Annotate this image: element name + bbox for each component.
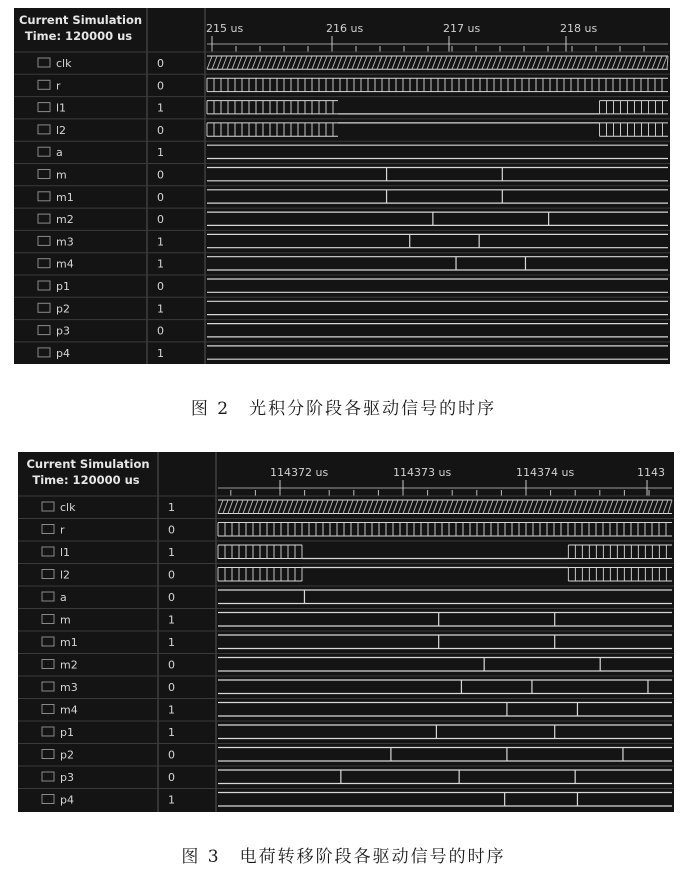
wave-clock-segment	[207, 123, 338, 136]
wave-clock-segment	[600, 101, 668, 114]
signal-value: 1	[157, 146, 164, 160]
signal-name: m	[60, 613, 71, 627]
signal-icon	[38, 170, 50, 179]
signal-value: 0	[168, 658, 175, 672]
signal-value: 1	[157, 302, 164, 316]
signal-name: a	[56, 146, 63, 160]
wave-clock-segment	[207, 78, 668, 91]
signal-name: p4	[60, 793, 74, 807]
signal-name: p1	[56, 280, 70, 293]
signal-icon	[42, 637, 54, 646]
waveform-panel-fig3	[18, 452, 674, 812]
wave-clock-segment	[568, 568, 672, 582]
signal-icon	[38, 348, 50, 357]
signal-value: 1	[157, 235, 164, 249]
signal-icon	[38, 80, 50, 89]
signal-name: m2	[60, 658, 78, 672]
signal-value: 0	[157, 123, 164, 137]
signal-icon	[38, 192, 50, 201]
signal-value: 1	[168, 703, 175, 717]
signal-value: 0	[157, 213, 164, 227]
signal-value: 1	[168, 793, 175, 807]
signal-name: p1	[60, 726, 74, 739]
header-line: Time: 120000 us	[24, 29, 133, 43]
signal-icon	[42, 525, 54, 534]
figure-caption-fig2: 图 2 光积分阶段各驱动信号的时序	[190, 399, 497, 419]
signal-name: p2	[60, 748, 74, 762]
signal-value: 0	[157, 280, 164, 293]
signal-name: l2	[60, 568, 71, 582]
signal-icon	[42, 615, 54, 624]
signal-name: r	[56, 79, 61, 93]
wave-clock-segment	[218, 523, 672, 537]
signal-value: 1	[157, 257, 164, 271]
signal-icon	[38, 214, 50, 223]
time-tick-label: 216 us	[326, 22, 364, 35]
signal-name: m1	[60, 636, 78, 649]
header-line: Time: 120000 us	[32, 473, 140, 487]
signal-name: p3	[60, 771, 74, 784]
signal-name: m4	[56, 257, 74, 271]
signal-icon	[42, 502, 54, 511]
signal-icon	[42, 772, 54, 781]
time-tick-label: 114374 us	[516, 466, 575, 479]
signal-icon	[42, 660, 54, 669]
signal-value: 1	[168, 613, 175, 627]
signal-name: clk	[56, 57, 72, 70]
signal-icon	[42, 750, 54, 759]
signal-value: 0	[168, 771, 175, 784]
signal-value: 0	[168, 591, 175, 604]
waveform-svg-fig3	[18, 452, 674, 812]
signal-name: r	[60, 523, 65, 537]
signal-name: p4	[56, 346, 70, 360]
time-tick-label: 215 us	[206, 22, 244, 35]
signal-value: 1	[168, 636, 175, 649]
signal-value: 1	[157, 101, 164, 115]
signal-name: m1	[56, 190, 74, 204]
waveform-svg-fig2	[14, 8, 670, 364]
wave-clock-segment	[600, 123, 668, 136]
signal-name: m2	[56, 213, 74, 227]
wave-clock-segment	[568, 545, 672, 559]
signal-value: 0	[168, 568, 175, 582]
time-tick-label: 114372 us	[270, 466, 329, 479]
signal-icon	[42, 547, 54, 556]
signal-icon	[42, 570, 54, 579]
signal-name: l1	[60, 546, 71, 559]
signal-name: l1	[56, 101, 67, 115]
signal-value: 0	[168, 681, 175, 694]
signal-icon	[38, 259, 50, 268]
signal-value: 1	[157, 346, 164, 360]
signal-icon	[42, 727, 54, 736]
signal-name: m3	[56, 235, 74, 249]
signal-value: 0	[168, 523, 175, 537]
time-tick-label: 217 us	[443, 22, 481, 35]
signal-icon	[38, 236, 50, 245]
signal-icon	[38, 58, 50, 67]
wave-clock-segment	[207, 56, 668, 69]
time-tick-label: 1143	[637, 466, 665, 479]
signal-name: l2	[56, 123, 67, 137]
signal-icon	[38, 281, 50, 290]
signal-name: m	[56, 168, 67, 182]
time-tick-label: 218 us	[560, 22, 598, 35]
wave-clock-segment	[207, 101, 338, 114]
signal-name: p2	[56, 302, 70, 316]
header-line: Current Simulation	[26, 457, 150, 471]
signal-name: clk	[60, 501, 76, 514]
signal-icon	[42, 592, 54, 601]
signal-icon	[38, 326, 50, 335]
wave-clock-segment	[218, 500, 672, 514]
signal-value: 1	[168, 546, 175, 559]
signal-icon	[38, 303, 50, 312]
waveform-panel-fig2	[14, 8, 670, 364]
signal-value: 1	[168, 501, 175, 514]
signal-value: 0	[157, 168, 164, 182]
signal-value: 0	[157, 324, 164, 338]
signal-value: 0	[157, 79, 164, 93]
signal-value: 0	[157, 57, 164, 70]
signal-icon	[42, 682, 54, 691]
signal-name: p3	[56, 324, 70, 338]
signal-name: m3	[60, 681, 78, 694]
signal-icon	[38, 103, 50, 112]
wave-clock-segment	[218, 568, 302, 582]
signal-name: m4	[60, 703, 78, 717]
signal-icon	[42, 705, 54, 714]
header-line: Current Simulation	[18, 13, 143, 27]
signal-value: 1	[168, 726, 175, 739]
figure-caption-fig3: 图 3 电荷转移阶段各驱动信号的时序	[181, 847, 506, 867]
signal-name: a	[60, 591, 67, 604]
signal-value: 0	[168, 748, 175, 762]
signal-icon	[42, 795, 54, 804]
signal-value: 0	[157, 190, 164, 204]
signal-icon	[38, 125, 50, 134]
time-tick-label: 114373 us	[393, 466, 452, 479]
wave-clock-segment	[218, 545, 302, 559]
signal-icon	[38, 147, 50, 156]
